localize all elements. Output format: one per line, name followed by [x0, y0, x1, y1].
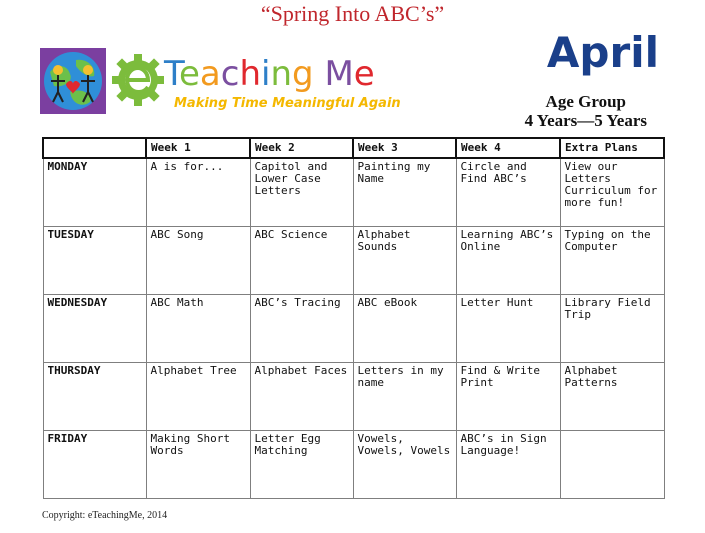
plan-cell: Capitol and Lower Case Letters — [250, 158, 353, 227]
column-header-day — [43, 138, 146, 158]
table-header-row — [43, 138, 664, 158]
plan-cell: Typing on the Computer — [560, 227, 664, 295]
column-header-week-2: Week 2 — [250, 138, 353, 158]
plan-cell: Circle and Find ABC’s — [456, 158, 560, 227]
table-row — [43, 431, 664, 499]
day-cell: TUESDAY — [43, 227, 146, 295]
column-header-extra-plans: Extra Plans — [560, 138, 664, 158]
eteachingme-logo — [40, 46, 400, 116]
plan-cell: Alphabet Tree — [146, 363, 250, 431]
plan-cell: Letter Egg Matching — [250, 431, 353, 499]
brand-tagline: Making Time Meaningful Again — [174, 96, 401, 111]
plan-cell: ABC’s Tracing — [250, 295, 353, 363]
brand-letter: n — [270, 54, 293, 94]
brand-letter: e — [353, 54, 375, 94]
brand-letter: M — [324, 54, 354, 94]
plan-cell: ABC Song — [146, 227, 250, 295]
plan-cell: Letter Hunt — [456, 295, 560, 363]
day-cell: THURSDAY — [43, 363, 146, 431]
brand-letter: T — [164, 54, 179, 94]
day-cell: FRIDAY — [43, 431, 146, 499]
brand-letter — [314, 54, 325, 94]
copyright-notice: Copyright: eTeachingMe, 2014 — [42, 510, 168, 521]
column-header-week-4: Week 4 — [456, 138, 560, 158]
plan-cell: ABC’s in Sign Language! — [456, 431, 560, 499]
plan-cell: Find & Write Print — [456, 363, 560, 431]
plan-cell: Painting my Name — [353, 158, 456, 227]
plan-cell: Letters in my name — [353, 363, 456, 431]
gear-e-icon — [110, 52, 166, 108]
plan-cell: Learning ABC’s Online — [456, 227, 560, 295]
plan-cell: Making Short Words — [146, 431, 250, 499]
day-cell: MONDAY — [43, 158, 146, 227]
brand-letter: c — [220, 54, 240, 94]
age-group — [525, 92, 647, 130]
brand-letter: i — [261, 54, 271, 94]
brand-letter: g — [292, 54, 314, 94]
month-title: April — [546, 28, 659, 77]
plan-cell: Alphabet Faces — [250, 363, 353, 431]
plan-cell: Alphabet Sounds — [353, 227, 456, 295]
plan-cell: View our Letters Curriculum for more fun! — [560, 158, 664, 227]
plan-cell: Library Field Trip — [560, 295, 664, 363]
brand-letter: a — [199, 54, 221, 94]
column-header-week-1: Week 1 — [146, 138, 250, 158]
globe-kids-icon — [40, 48, 106, 114]
brand-letter: e — [179, 54, 200, 94]
age-group-range: 4 Years—5 Years — [524, 111, 647, 130]
plan-cell: Alphabet Patterns — [560, 363, 664, 431]
plan-cell: ABC eBook — [353, 295, 456, 363]
table-row — [43, 363, 664, 431]
table-row — [43, 295, 664, 363]
plan-cell: ABC Math — [146, 295, 250, 363]
brand-name — [164, 54, 375, 94]
plan-cell: Vowels, Vowels, Vowels — [353, 431, 456, 499]
plan-cell — [560, 431, 664, 499]
age-group-label: Age Group — [545, 92, 626, 111]
table-row — [43, 158, 664, 227]
plan-cell: A is for... — [146, 158, 250, 227]
brand-letter: h — [239, 54, 262, 94]
page-title: “Spring Into ABC’s” — [260, 1, 445, 26]
table-row — [43, 227, 664, 295]
lesson-plan-table — [42, 137, 665, 499]
day-cell: WEDNESDAY — [43, 295, 146, 363]
column-header-week-3: Week 3 — [353, 138, 456, 158]
plan-cell: ABC Science — [250, 227, 353, 295]
